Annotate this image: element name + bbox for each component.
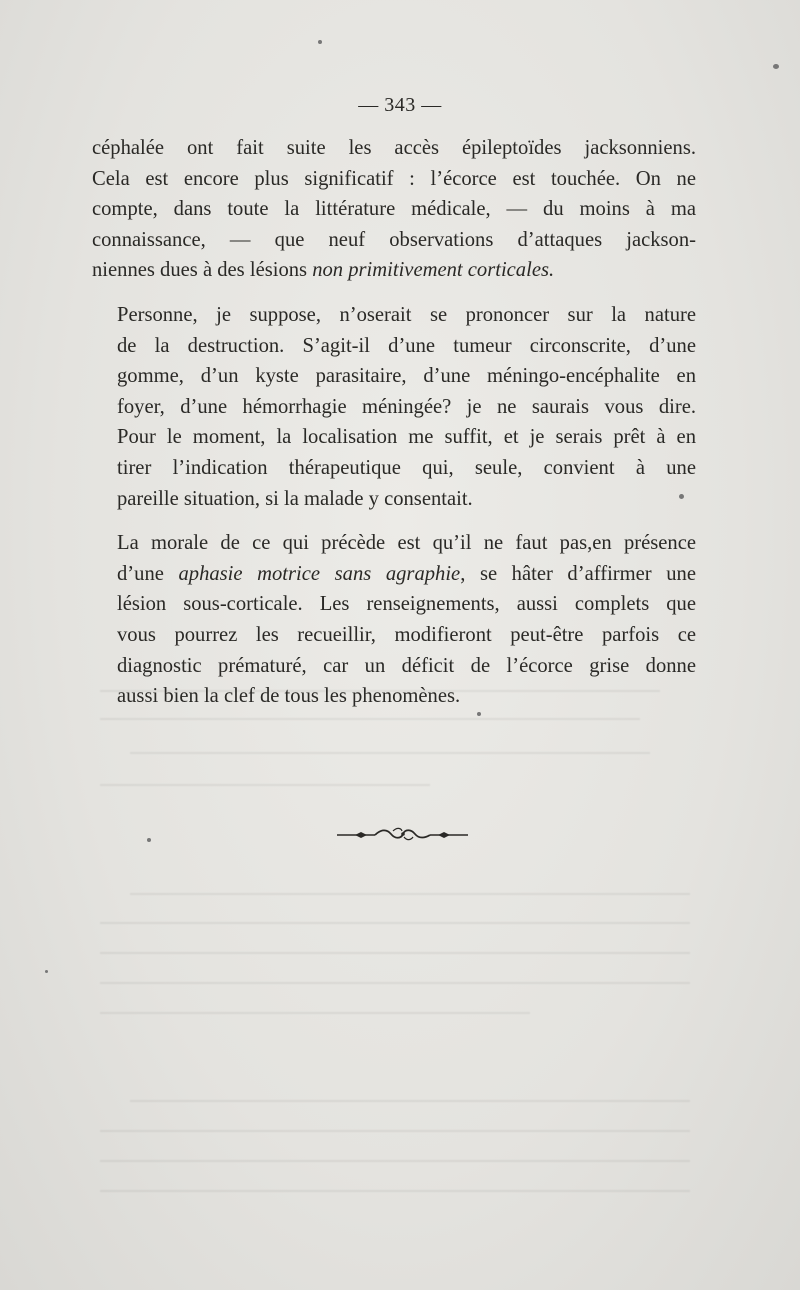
text-line: pareille situation, si la malade y consentait. bbox=[117, 487, 473, 510]
paper-speck bbox=[318, 40, 322, 44]
text-line: connaissance, — que neuf observations d’attaques jackson- bbox=[92, 228, 696, 251]
text-line bbox=[92, 559, 696, 590]
body-text bbox=[92, 133, 696, 726]
text-line: Pour le moment, la localisation me suffit, et je serais prêt à en bbox=[117, 426, 696, 449]
text-line: tirer l’indication thérapeutique qui, seule, convient à une bbox=[117, 456, 696, 479]
text-run: , se hâter d’affirmer une bbox=[460, 562, 696, 585]
paper-speck bbox=[773, 64, 779, 69]
paper-speck bbox=[147, 838, 151, 842]
text-line: céphalée ont fait suite les accès épileptoïdes jacksonniens. bbox=[92, 137, 696, 159]
text-line: gomme, d’un kyste parasitaire, d’une méningo-encéphalite en bbox=[117, 365, 696, 388]
paper-speck bbox=[45, 970, 48, 973]
italic-run: non primitivement corticales. bbox=[312, 259, 555, 282]
italic-run: aphasie motrice sans agraphie bbox=[178, 562, 461, 585]
text-line: compte, dans toute la littérature médicale, — du moins à ma bbox=[92, 198, 696, 221]
page-number: — 343 — bbox=[358, 94, 442, 116]
text-line: de la destruction. S’agit-il d’une tumeur circonscrite, d’une bbox=[117, 334, 696, 357]
text-line: La morale de ce qui précède est qu’il ne faut pas,en présence bbox=[117, 532, 696, 555]
text-line bbox=[92, 255, 696, 286]
paragraph-1 bbox=[92, 133, 696, 286]
text-run: niennes dues à des lésions bbox=[92, 259, 313, 282]
text-line: diagnostic prématuré, car un déficit de l’écorce grise donne bbox=[117, 654, 696, 677]
paragraph-3 bbox=[92, 528, 696, 712]
text-line: vous pourrez les recueillir, modifieront peut-être parfois ce bbox=[117, 623, 696, 646]
text-line: aussi bien la clef de tous les phenomènes. bbox=[117, 685, 461, 708]
paper-speck bbox=[679, 494, 684, 499]
paper-speck bbox=[477, 712, 481, 716]
text-line: Personne, je suppose, n’oserait se prononcer sur la nature bbox=[117, 303, 696, 326]
paragraph-2 bbox=[92, 300, 696, 514]
text-line: lésion sous-corticale. Les renseignements, aussi complets que bbox=[117, 593, 696, 616]
ornamental-divider-icon bbox=[335, 826, 470, 842]
text-line: Cela est encore plus significatif : l’écorce est touchée. On ne bbox=[92, 167, 696, 190]
text-run: d’une bbox=[117, 562, 179, 585]
text-line: foyer, d’une hémorrhagie méningée? je ne saurais vous dire. bbox=[117, 395, 696, 418]
